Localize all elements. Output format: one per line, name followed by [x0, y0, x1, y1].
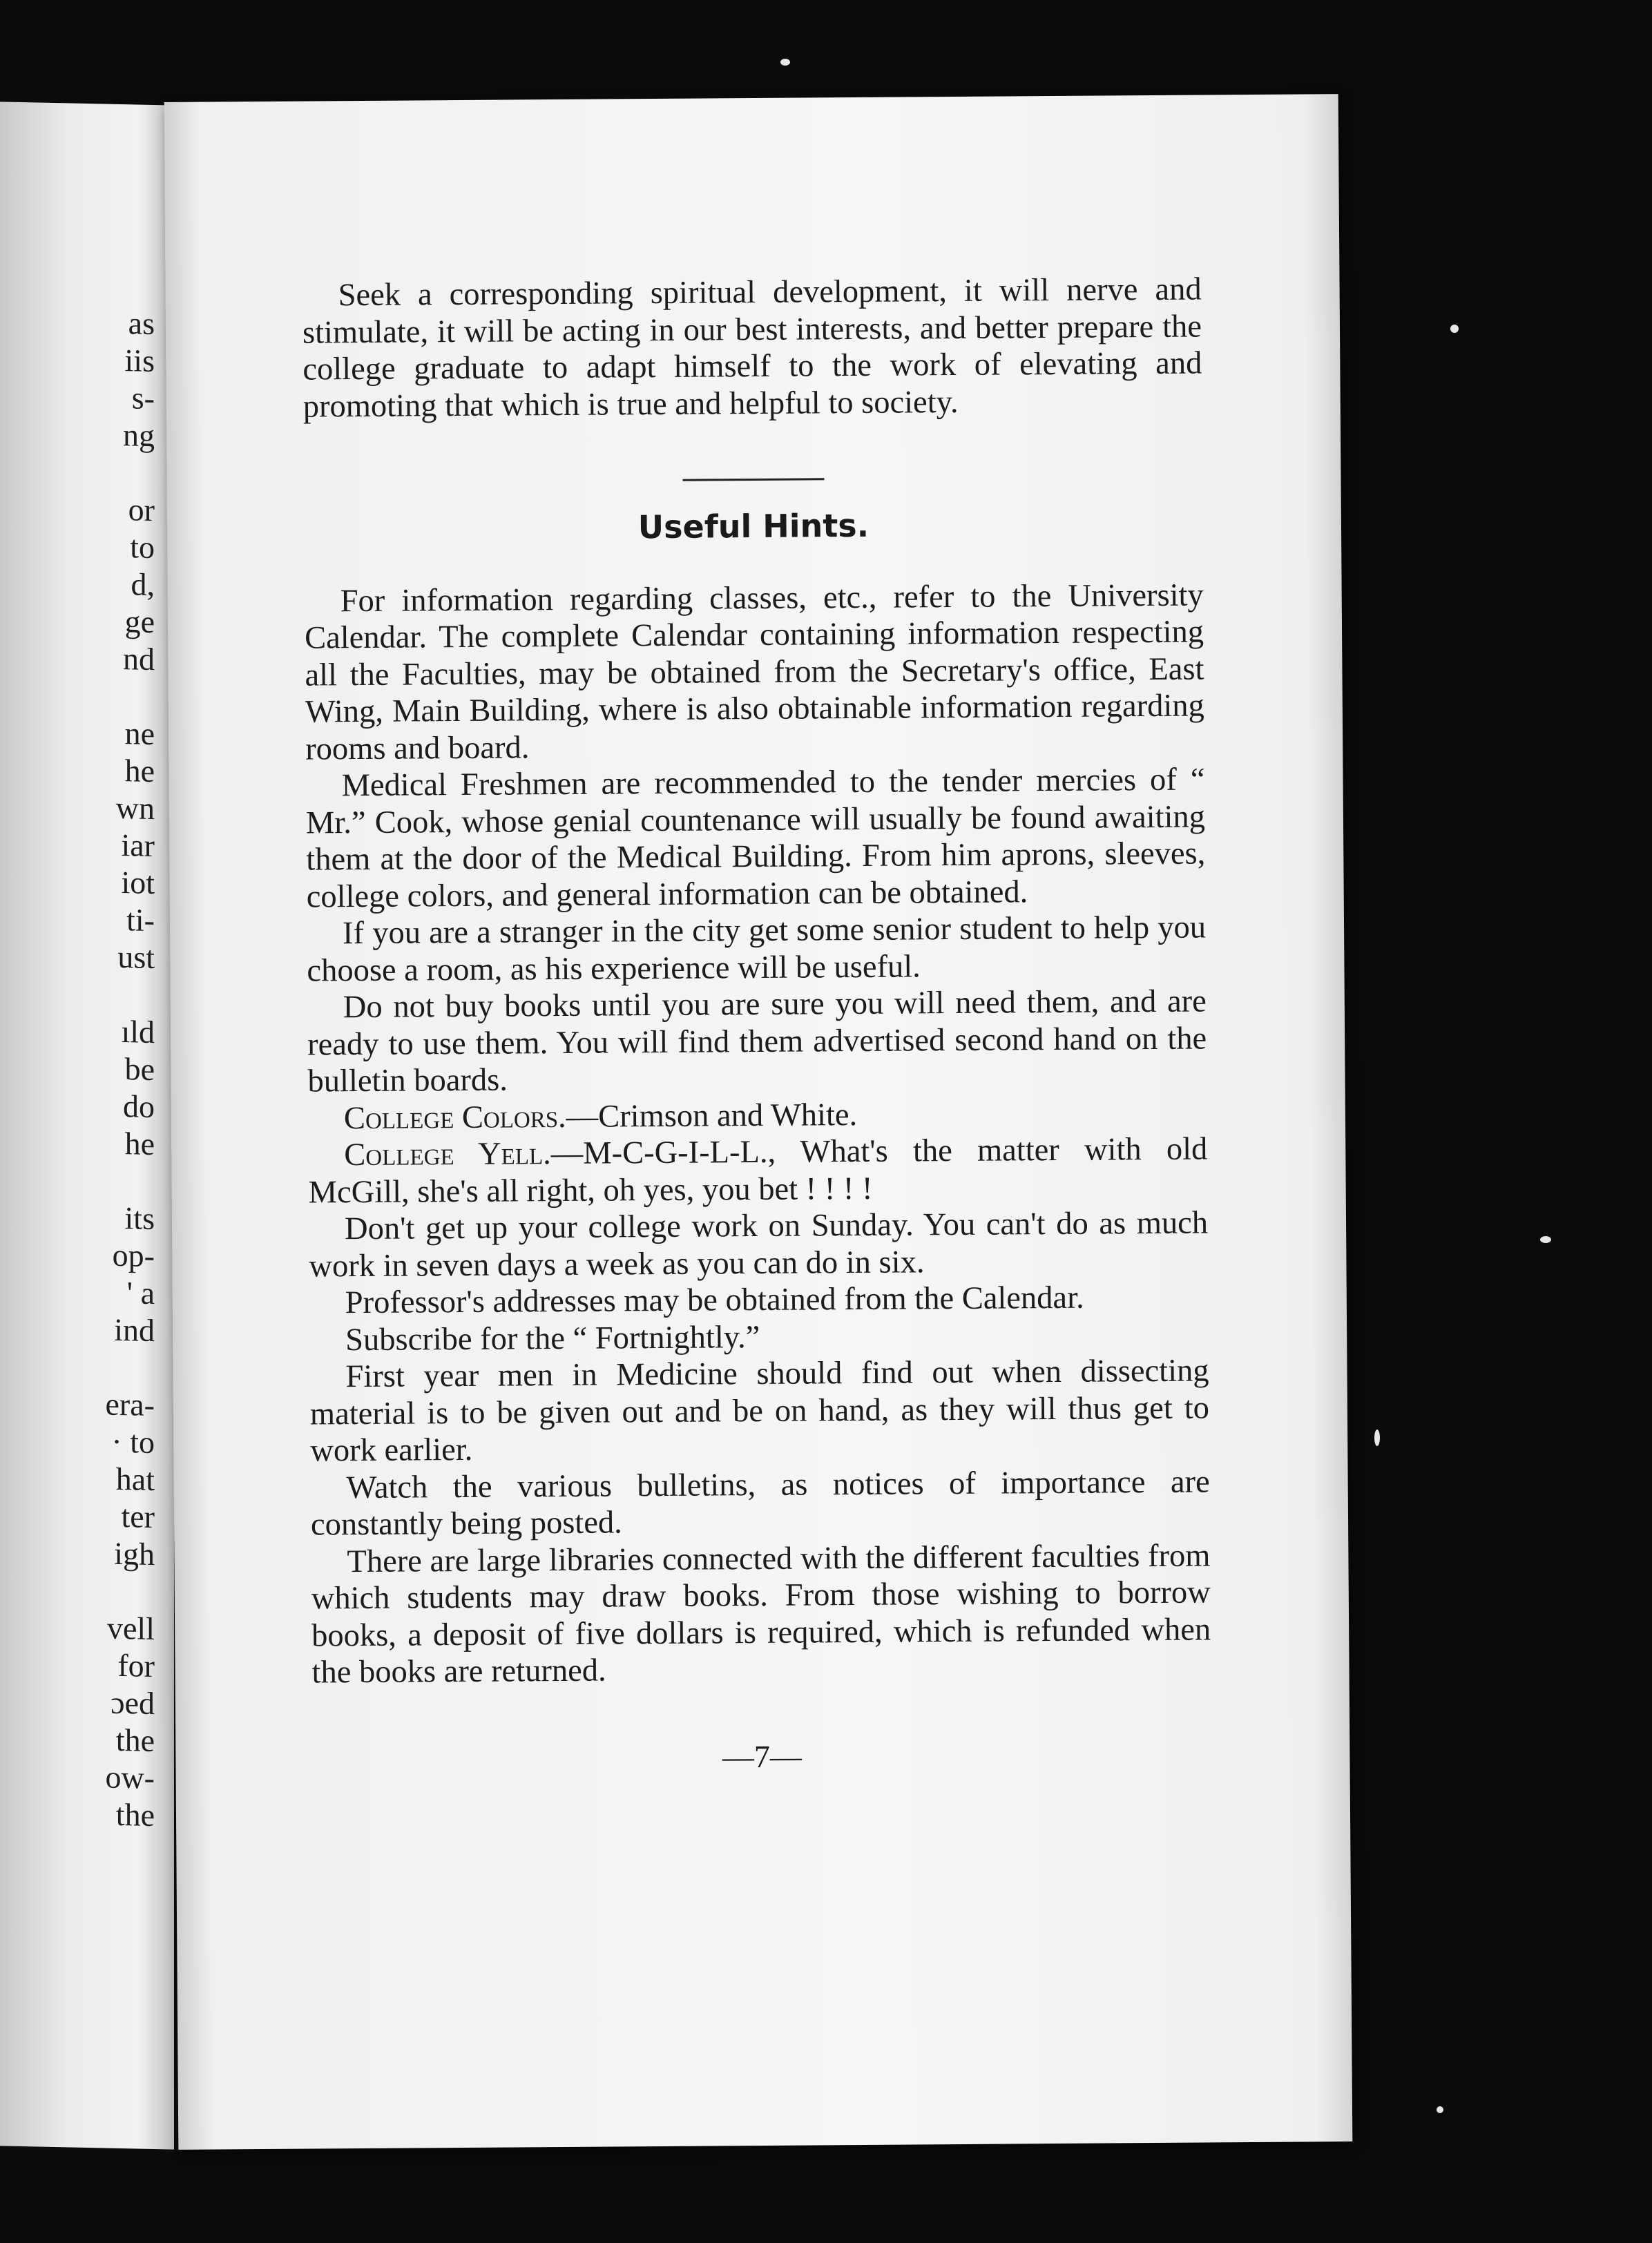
facing-page-fragment: hat [115, 1461, 155, 1498]
facing-page-fragment: ind [114, 1311, 155, 1349]
facing-page-fragment: ti- [126, 902, 155, 938]
facing-page-fragment: ɔed [111, 1684, 155, 1722]
facing-page-fragment: · to [111, 1423, 155, 1461]
section-heading: Useful Hints. [637, 506, 870, 546]
facing-page-fragment: or [128, 492, 155, 528]
facing-page-fragment: iar [121, 827, 155, 864]
facing-page-fragment: nd [123, 641, 155, 677]
dust-speck [1540, 1236, 1551, 1243]
hint-paragraph: There are large libraries connected with the different faculties from which students may draw books. From those wishing to borrow books, a deposit of five dollars is required, which is refunded when the books are returned. [311, 1537, 1211, 1691]
facing-page-gap [105, 454, 155, 492]
college-yell-line [308, 1130, 1208, 1211]
facing-page-fragment: he [124, 1126, 155, 1162]
facing-page-fragment: the [115, 1722, 155, 1759]
facing-page-left [0, 102, 174, 2149]
book-page [164, 94, 1353, 2150]
facing-page-fragment: op- [112, 1237, 155, 1274]
facing-page-gap [105, 1349, 155, 1387]
intro-paragraph: Seek a corresponding spiritual development, it will nerve and stimulate, it will be acting in our best interests, and better prepare the college graduate to adapt himself to the work of elevating and promoting that which is true and helpful to society. [302, 271, 1202, 425]
facing-page-gap [105, 1162, 155, 1200]
dust-speck [1450, 325, 1459, 333]
facing-page-fragment: ge [124, 604, 155, 640]
facing-page-fragment: its [124, 1200, 155, 1237]
facing-page-gap [105, 677, 155, 715]
facing-page-fragment: s- [131, 380, 155, 416]
facing-page-fragment: ter [121, 1499, 155, 1535]
facing-page-fragment: wn [115, 789, 155, 827]
college-colors-line [308, 1094, 1207, 1137]
hint-paragraph: Watch the various bulletins, as notices of importance are constantly being posted. [310, 1463, 1210, 1543]
facing-page-fragment: vell [107, 1610, 155, 1647]
facing-page-fragment: for [117, 1647, 155, 1684]
hint-paragraph: Subscribe for the “ Fortnightly.” [345, 1319, 760, 1358]
facing-page-fragment: as [128, 305, 155, 342]
dust-speck [1374, 1429, 1380, 1446]
facing-page-fragment: ng [123, 417, 155, 454]
facing-page-fragment: the [115, 1796, 155, 1833]
college-yell-label: College Yell. [344, 1136, 551, 1173]
facing-page-gap [105, 976, 155, 1014]
dust-speck [780, 59, 790, 66]
facing-page-fragment: ' a [126, 1275, 155, 1311]
facing-page-fragment: igh [114, 1535, 155, 1572]
hint-paragraph: If you are a stranger in the city get some senior student to help you choose a room, as his experience will be useful. [307, 909, 1207, 989]
facing-page-fragment: iis [124, 343, 155, 379]
college-colors-label: College Colors. [343, 1099, 566, 1136]
facing-page-fragment: ow- [105, 1759, 155, 1796]
hint-paragraph: Do not buy books until you are sure you will need them, and are ready to use them. You will find them advertised second hand on the bulletin boards. [307, 983, 1207, 1099]
facing-page-text [105, 305, 155, 1834]
facing-page-fragment: do [123, 1088, 155, 1125]
facing-page-fragment: ust [117, 938, 155, 976]
facing-page-fragment: be [124, 1051, 155, 1088]
page-number: —7— [722, 1738, 803, 1774]
facing-page-fragment: to [130, 529, 155, 566]
dust-speck [1437, 2106, 1443, 2113]
facing-page-fragment: ne [124, 715, 155, 752]
section-divider [682, 478, 824, 481]
facing-page-fragment: d, [131, 566, 155, 603]
facing-page-fragment: he [124, 753, 155, 789]
page-content [302, 271, 1211, 1778]
hint-paragraph: Medical Freshmen are recommended to the tender mercies of “ Mr.” Cook, whose genial countenance will usually be found awaiting them at the door of the Medical Building. From him aprons, sleeves, college colors, and general information can be obtained. [305, 762, 1206, 915]
facing-page-gap [105, 1572, 155, 1610]
facing-page-fragment: era- [105, 1386, 155, 1423]
hint-paragraph: Professor's addresses may be obtained from the Calendar. [345, 1280, 1084, 1321]
hint-paragraph: Don't get up your college work on Sunday. You can't do as much work in seven days a week as you can do in six. [309, 1205, 1209, 1284]
facing-page-fragment: iot [121, 865, 155, 901]
facing-page-fragment: ıld [121, 1014, 155, 1050]
hint-paragraph: For information regarding classes, etc., refer to the University Calendar. The complete Calendar containing information respecting all the Faculties, may be obtained from the Secretary's office, East Wing, Main Building, where is also obtainable information regarding rooms and board. [304, 577, 1204, 767]
college-colors-text: —Crimson and White. [566, 1097, 858, 1135]
college-yell-text: —M-C-G-I-L-L., What's the matter with old McGill, she's all right, oh yes, you bet ! ! ! ! [308, 1131, 1208, 1211]
hint-paragraph: First year men in Medicine should find out when dissecting material is to be given out and be on hand, as they will thus get to work earlier. [309, 1353, 1210, 1469]
